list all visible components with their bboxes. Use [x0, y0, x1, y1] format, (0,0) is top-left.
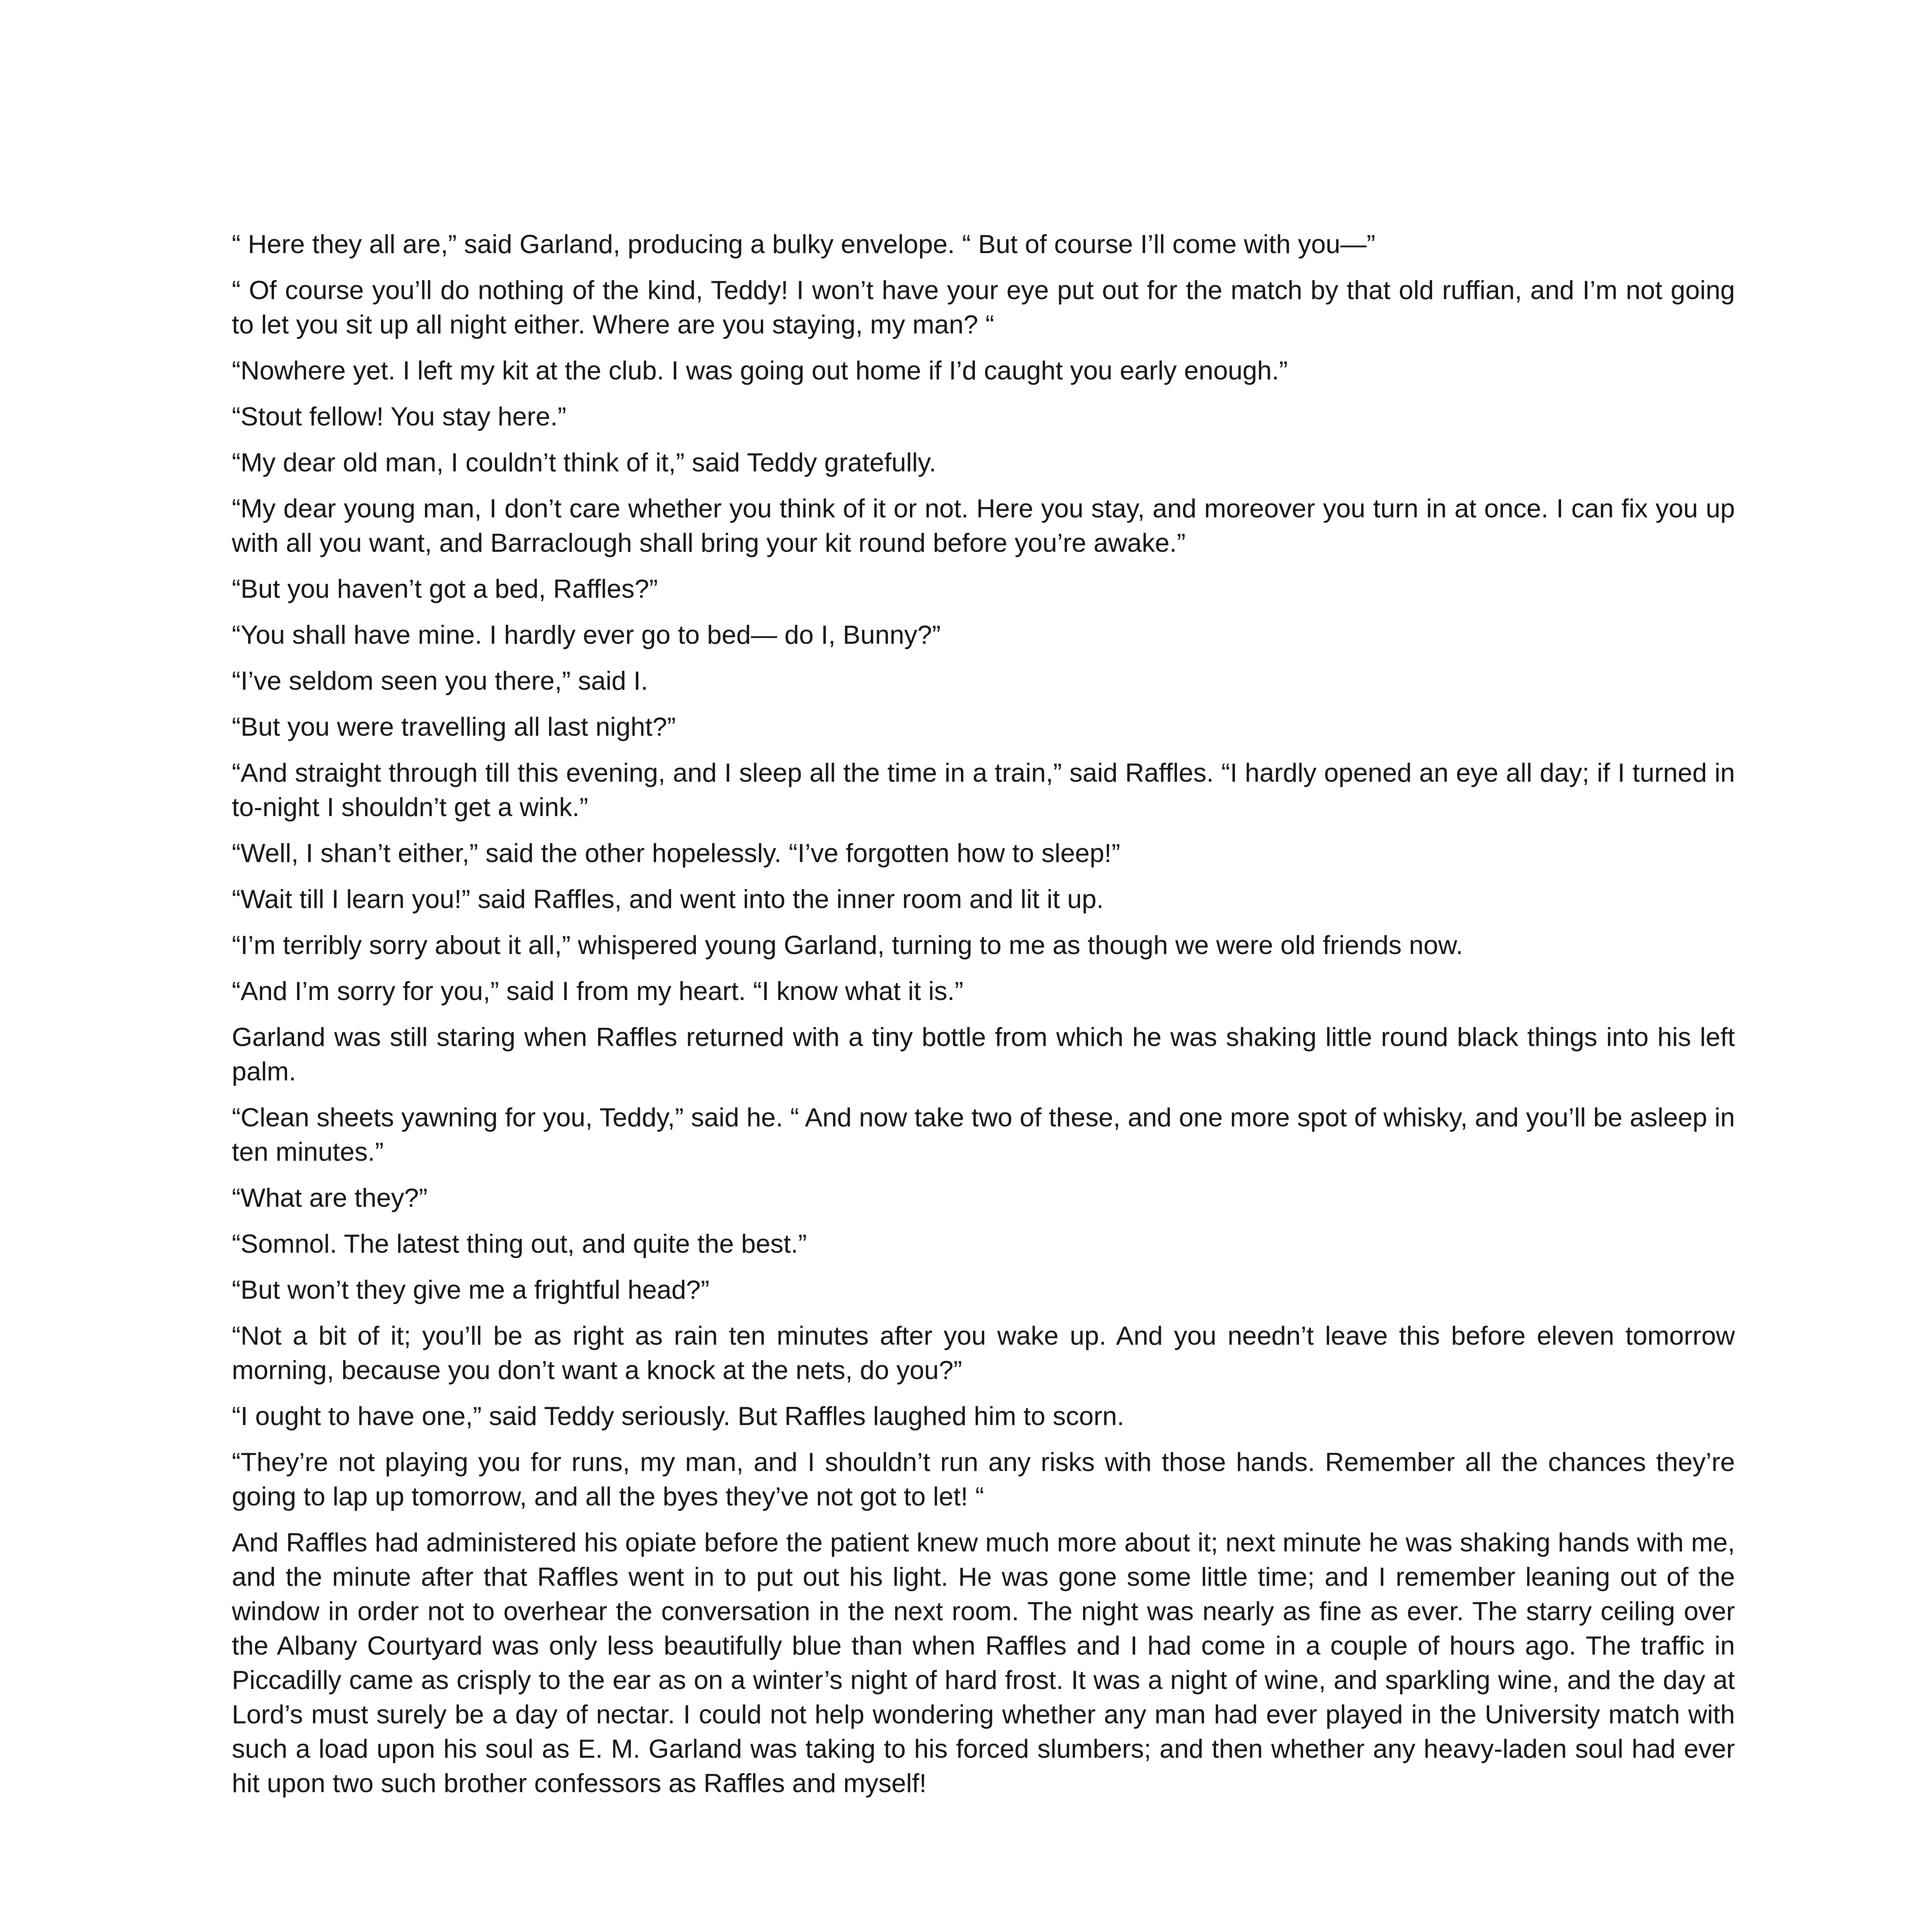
paragraph: “And I’m sorry for you,” said I from my heart. “I know what it is.”	[232, 976, 964, 1006]
story-text	[232, 227, 1735, 1812]
paragraph: And Raffles had administered his opiate before the patient knew much more about it; next minute he was shaking hands with me, and the minute after that Raffles went in to put out his light. He was gone some little time; and I remember leaning out of the window in order not to overhear the conversation in the next room. The night was nearly as fine as ever. The starry ceiling over the Albany Courtyard was only less beautifully blue than when Raffles and I had come in a couple of hours ago. The traffic in Piccadilly came as crisply to the ear as on a winter’s night of hard frost. It was a night of wine, and sparkling wine, and the day at Lord’s must surely be a day of nectar. I could not help wondering whether any man had ever played in the University match with such a load upon his soul as E. M. Garland was taking to his forced slumbers; and then whether any heavy-laden soul had ever hit upon two such brother confessors as Raffles and myself!	[232, 1528, 1735, 1798]
paragraph: “But you were travelling all last night?”	[232, 712, 676, 742]
paragraph: “Not a bit of it; you’ll be as right as rain ten minutes after you wake up. And you needn’t leave this before eleven tomorrow morning, because you don’t want a knock at the nets, do you?”	[232, 1321, 1735, 1385]
paragraph: “Clean sheets yawning for you, Teddy,” said he. “ And now take two of these, and one more spot of whisky, and you’ll be asleep in ten minutes.”	[232, 1103, 1735, 1167]
paragraph: “Wait till I learn you!” said Raffles, and went into the inner room and lit it up.	[232, 884, 1104, 914]
paragraph: “Stout fellow! You stay here.”	[232, 402, 566, 431]
paragraph: “But won’t they give me a frightful head?”	[232, 1275, 709, 1304]
paragraph: “I’m terribly sorry about it all,” whispered young Garland, turning to me as though we were old friends now.	[232, 930, 1463, 960]
paragraph: Garland was still staring when Raffles returned with a tiny bottle from which he was shaking little round black things into his left palm.	[232, 1022, 1735, 1086]
paragraph: “ Of course you’ll do nothing of the kind, Teddy! I won’t have your eye put out for the match by that old ruffian, and I’m not going to let you sit up all night either. Where are you staying, my man? “	[232, 276, 1735, 339]
paragraph: “But you haven’t got a bed, Raffles?”	[232, 574, 658, 604]
paragraph: “ Here they all are,” said Garland, producing a bulky envelope. “ But of course I’ll come with you—”	[232, 230, 1376, 259]
paragraph: “You shall have mine. I hardly ever go to bed— do I, Bunny?”	[232, 620, 941, 650]
paragraph: “Nowhere yet. I left my kit at the club. I was going out home if I’d caught you early enough.”	[232, 356, 1288, 385]
paragraph: “What are they?”	[232, 1183, 428, 1213]
paragraph: “And straight through till this evening, and I sleep all the time in a train,” said Raffles. “I hardly opened an eye all day; if I turned in to-night I shouldn’t get a wink.”	[232, 758, 1735, 822]
paragraph: “My dear old man, I couldn’t think of it,” said Teddy gratefully.	[232, 448, 937, 477]
paragraph: “My dear young man, I don’t care whether you think of it or not. Here you stay, and moreover you turn in at once. I can fix you up with all you want, and Barraclough shall bring your kit round before you’re awake.”	[232, 494, 1735, 558]
paragraph: “Well, I shan’t either,” said the other hopelessly. “I’ve forgotten how to sleep!”	[232, 838, 1121, 868]
paragraph: “I ought to have one,” said Teddy seriously. But Raffles laughed him to scorn.	[232, 1401, 1124, 1431]
paragraph: “I’ve seldom seen you there,” said I.	[232, 666, 648, 696]
paragraph: “Somnol. The latest thing out, and quite the best.”	[232, 1229, 807, 1259]
paragraph: “They’re not playing you for runs, my man, and I shouldn’t run any risks with those hands. Remember all the chances they’re going to lap up tomorrow, and all the byes they’ve not got to let! “	[232, 1447, 1735, 1511]
